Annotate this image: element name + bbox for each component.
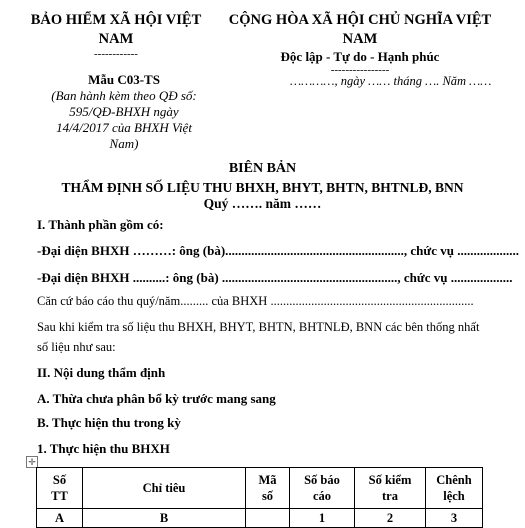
representative-1-label: -Đại diện BHXH ………:	[37, 243, 177, 258]
motto-underline: ----------------	[330, 64, 390, 76]
agreement-line-2: số liệu như sau:	[37, 340, 116, 354]
data-table	[36, 467, 483, 528]
table-cell	[246, 509, 290, 528]
header-verified	[355, 468, 426, 509]
table-cell: 2	[355, 509, 426, 528]
header-reported	[290, 468, 355, 509]
agency-name-line1: BẢO HIỂM XÃ HỘI VIỆT	[30, 12, 202, 28]
form-note-line: 14/4/2017 của BHXH Việt	[56, 120, 192, 135]
header-text: Mã	[258, 473, 277, 487]
agency-name-line2: NAM	[98, 31, 134, 47]
form-note-line: 595/QĐ-BHXH ngày	[69, 104, 179, 119]
header-text: số	[261, 489, 274, 503]
date-line: …………, ngày …… tháng …. Năm ……	[290, 74, 492, 88]
nation-name: CỘNG HÒA XÃ HỘI CHỦ NGHĨA VIỆT NAM	[228, 12, 492, 47]
agency-header	[24, 11, 208, 59]
nation-motto: Độc lập - Tự do - Hạnh phúc	[280, 49, 440, 64]
move-icon[interactable]: ✛	[26, 456, 38, 468]
form-note-line: (Ban hành kèm theo QĐ số:	[51, 88, 197, 103]
table-header-row	[37, 468, 483, 509]
header-text: tra	[382, 489, 398, 503]
table-cell: B	[83, 509, 246, 528]
header-text: Số	[52, 473, 67, 487]
header-text: Số kiểm	[368, 473, 412, 487]
document-subtitle: THẨM ĐỊNH SỐ LIỆU THU BHXH, BHYT, BHTN, BHTNLĐ, BNN	[61, 180, 464, 195]
form-code: Mẫu C03-TS	[88, 72, 160, 87]
section-2-heading: II. Nội dung thẩm định	[37, 365, 166, 380]
representative-2-label: -Đại diện BHXH ..........:	[37, 270, 170, 285]
subsection-1-heading: 1. Thực hiện thu BHXH	[37, 441, 170, 456]
section-b-heading: B. Thực hiện thu trong kỳ	[37, 415, 181, 430]
header-text: Chỉ tiêu	[142, 481, 186, 495]
section-1-heading: I. Thành phần gồm có:	[37, 217, 164, 232]
header-text: lệch	[443, 489, 465, 503]
header-text: TT	[51, 489, 68, 503]
representative-1-fields: ông (bà)......................................................., chức vụ ...................	[176, 243, 519, 258]
representative-line-1	[37, 243, 519, 259]
document-title: BIÊN BẢN	[228, 161, 297, 176]
table-row	[37, 509, 483, 528]
representative-line-2	[37, 270, 512, 286]
agreement-line-1: Sau khi kiểm tra số liệu thu BHXH, BHYT, BHTN, BHTNLĐ, BNN các bên thống nhất	[37, 320, 480, 334]
table-cell: 3	[426, 509, 483, 528]
table-cell: 1	[290, 509, 355, 528]
document-period: Quý ……. năm ……	[203, 196, 322, 211]
header-text: Số báo	[304, 473, 340, 487]
header-indicator	[83, 468, 246, 509]
table-cell: A	[37, 509, 83, 528]
header-stt	[37, 468, 83, 509]
basis-line: Căn cứ báo cáo thu quý/năm......... của BHXH .................................................................	[37, 294, 474, 308]
header-text: cáo	[312, 489, 332, 503]
representative-2-fields: ông (bà) ......................................................, chức vụ ...................	[169, 270, 513, 285]
header-text: Chênh	[436, 473, 472, 487]
agency-underline: ------------	[94, 48, 138, 60]
form-code-block	[24, 72, 224, 152]
nation-header	[210, 11, 510, 75]
header-code	[246, 468, 290, 509]
form-note-line: Nam)	[109, 136, 139, 151]
section-a-heading: A. Thừa chưa phân bổ kỳ trước mang sang	[37, 391, 276, 406]
header-difference	[426, 468, 483, 509]
